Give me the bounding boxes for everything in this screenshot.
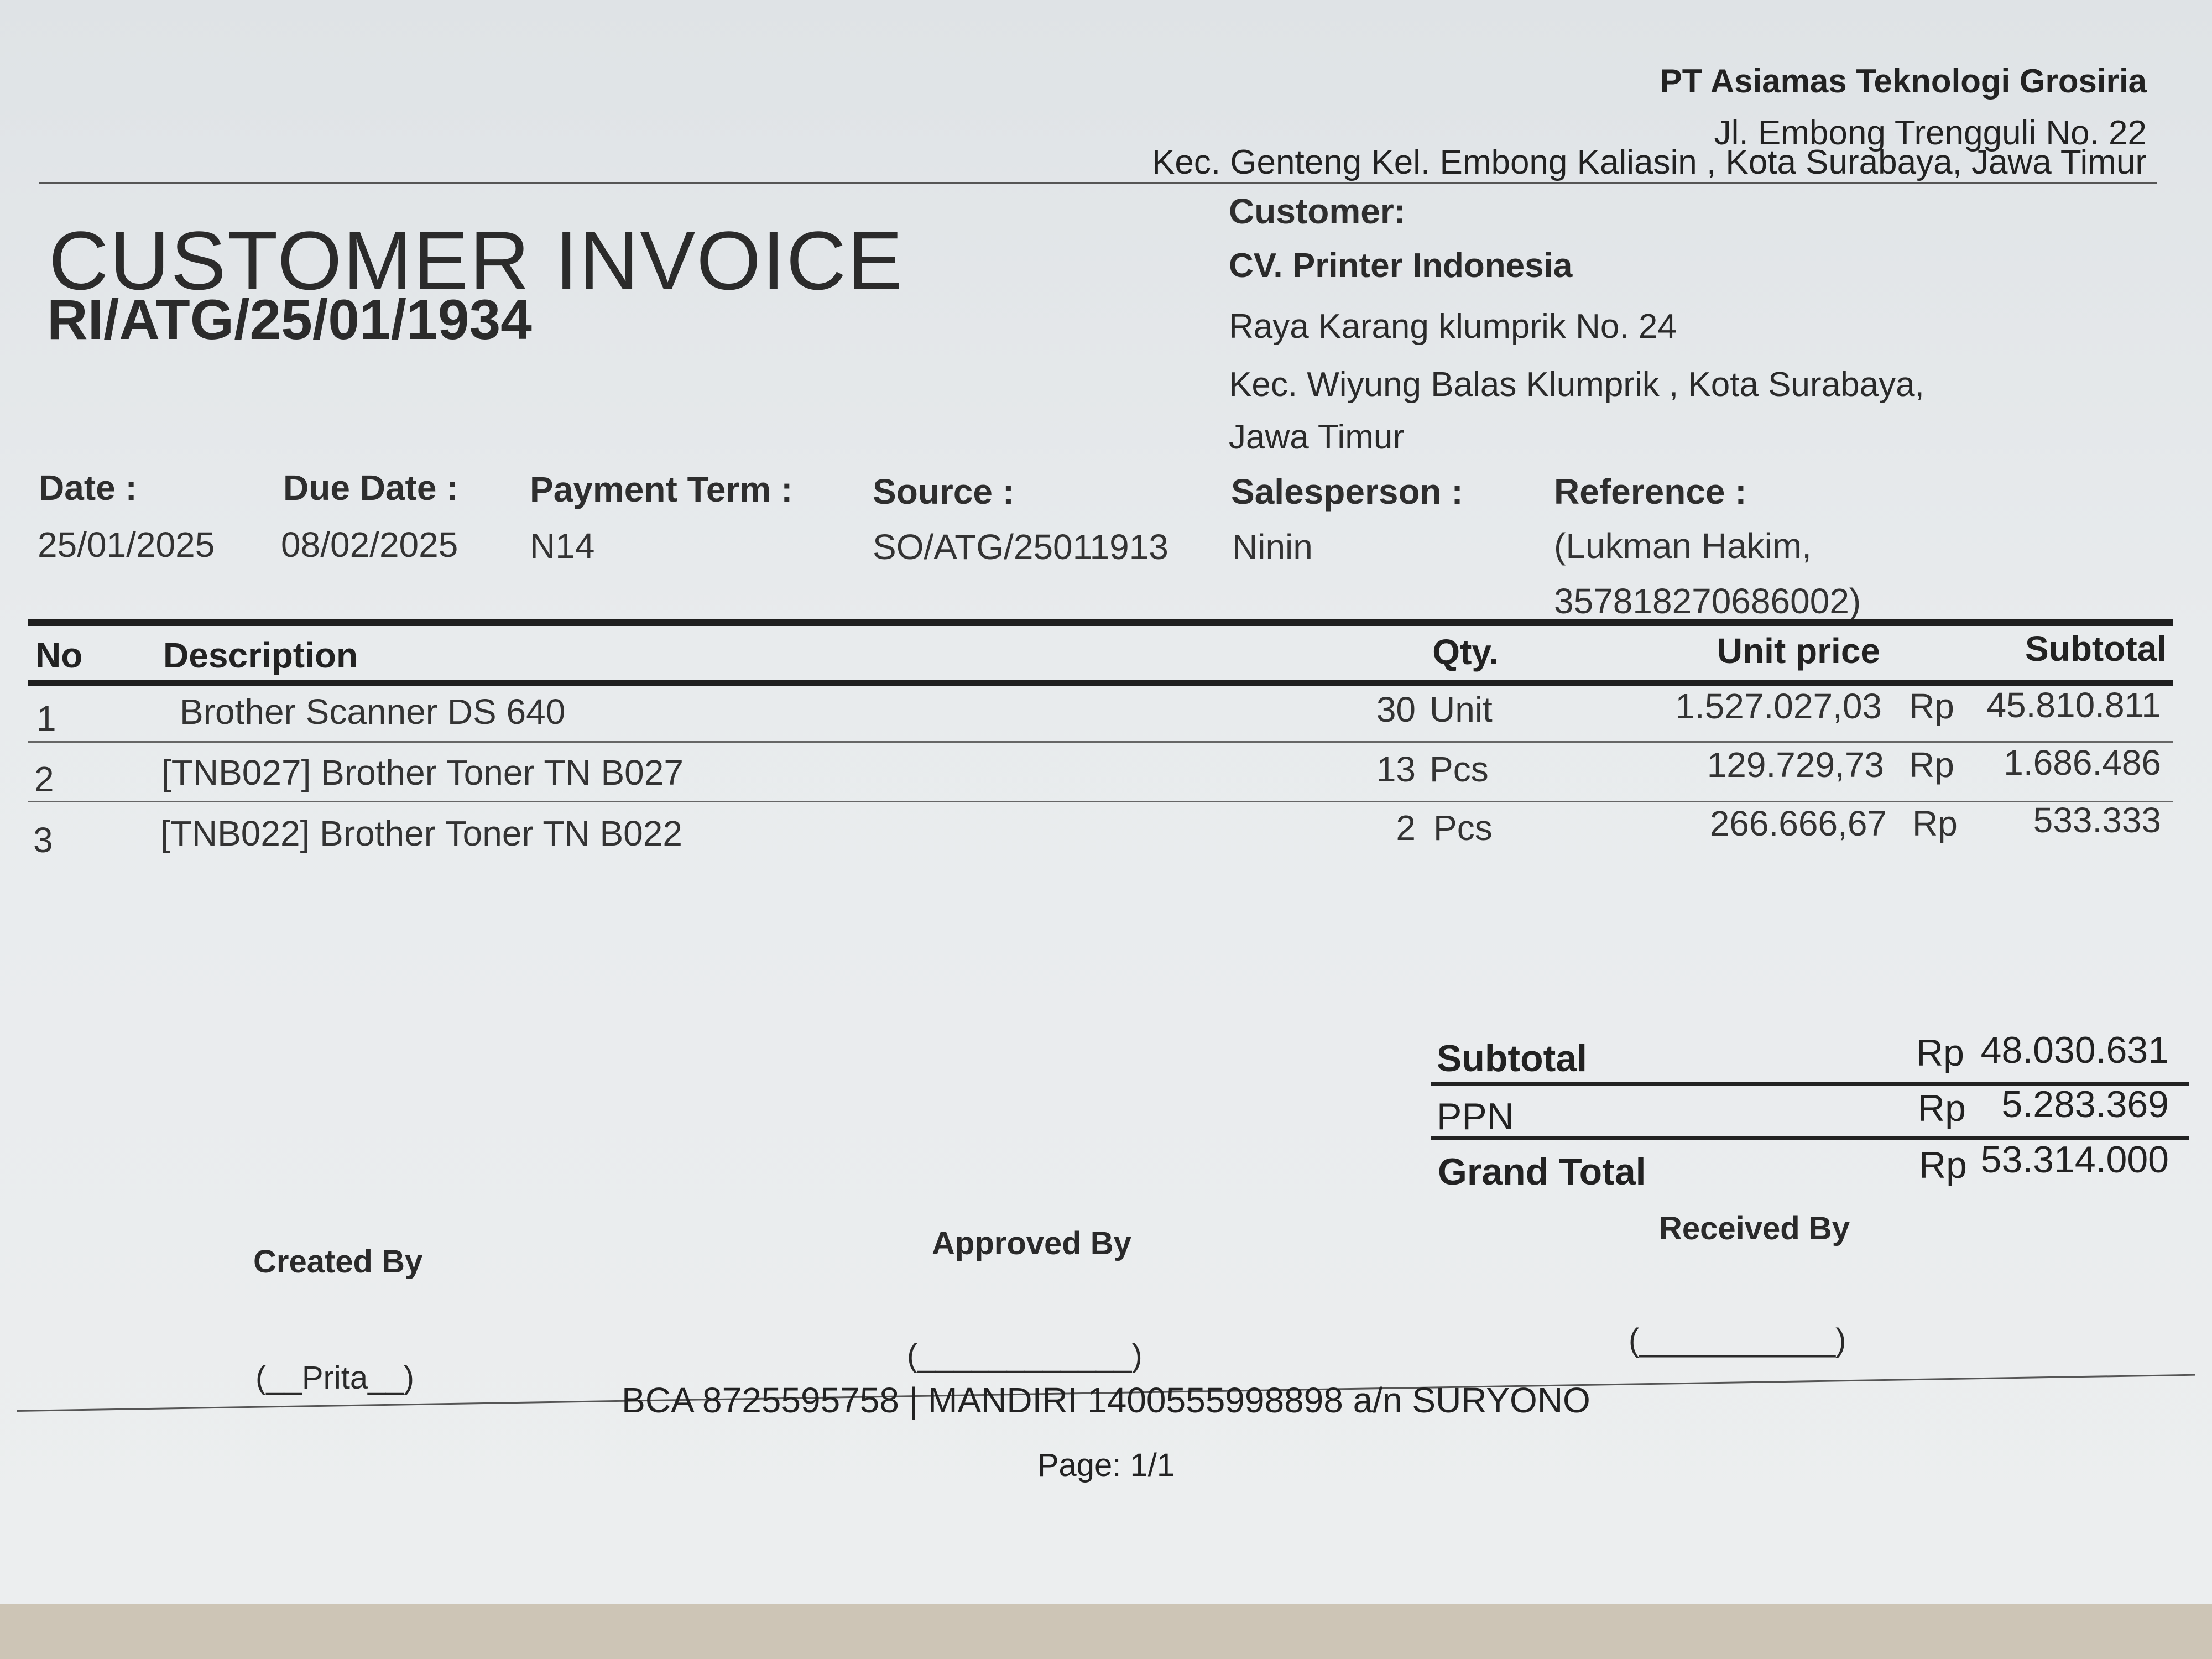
source-label: Source : [873,472,1015,512]
page-number: Page: 1/1 [1037,1447,1175,1483]
company-name: PT Asiamas Teknologi Grosiria [1660,62,2147,100]
table-surface [0,1604,2212,1659]
customer-name: CV. Printer Indonesia [1229,247,1573,285]
invoice-number: RI/ATG/25/01/1934 [47,288,532,351]
col-header-no: No [35,635,83,675]
row3-qty: 2 [1396,808,1416,848]
grand-total-label: Grand Total [1438,1151,1646,1193]
date-label: Date : [39,468,137,508]
due-date-value: 08/02/2025 [281,525,458,565]
customer-label: Customer: [1229,191,1406,231]
row1-subtotal: 45.810.811 [1986,685,2161,725]
received-by-label: Received By [1659,1211,1850,1246]
row1-uom: Unit [1430,690,1493,729]
row1-description: Brother Scanner DS 640 [180,692,566,732]
date-value: 25/01/2025 [38,525,215,565]
company-address-line1: Jl. Embong Trengguli No. 22 [1714,114,2147,152]
table-row-rule [28,801,2173,802]
customer-address-line1: Raya Karang klumprik No. 24 [1229,307,1677,346]
payment-term-value: N14 [530,526,595,566]
due-date-label: Due Date : [283,468,458,508]
customer-address-line2: Kec. Wiyung Balas Klumprik , Kota Surabaya, [1229,366,1924,404]
salesperson-label: Salesperson : [1231,472,1463,512]
row2-currency: Rp [1909,745,1954,785]
row3-currency: Rp [1912,804,1958,843]
col-header-unit-price: Unit price [1717,631,1880,671]
row2-uom: Pcs [1430,749,1489,789]
source-value: SO/ATG/25011913 [873,527,1168,567]
row1-qty: 30 [1376,690,1416,729]
col-header-description: Description [163,635,358,675]
bank-account-info: BCA 8725595758 | MANDIRI 1400555998898 a/n SURYONO [622,1380,1590,1420]
row3-uom: Pcs [1433,808,1493,848]
received-by-line: (___________) [1629,1322,1846,1358]
approved-by-line: (____________) [907,1338,1142,1374]
row3-no: 3 [33,820,53,860]
row1-unit-price: 1.527.027,03 [1675,686,1882,726]
company-address-line2: Kec. Genteng Kel. Embong Kaliasin , Kota Surabaya, Jawa Timur [1152,143,2147,181]
row2-qty: 13 [1376,749,1416,789]
approved-by-label: Approved By [932,1225,1131,1261]
ppn-value: 5.283.369 [2001,1083,2169,1125]
grand-total-value: 53.314.000 [1980,1139,2169,1181]
row3-unit-price: 266.666,67 [1709,804,1887,843]
reference-label: Reference : [1554,472,1747,512]
row2-description: [TNB027] Brother Toner TN B027 [161,753,684,792]
col-header-subtotal: Subtotal [2025,629,2167,669]
document-title: CUSTOMER INVOICE [49,214,904,307]
row2-unit-price: 129.729,73 [1707,745,1884,785]
row1-currency: Rp [1909,686,1954,726]
subtotal-label: Subtotal [1437,1037,1587,1079]
created-by-name: (__Prita__) [255,1360,414,1396]
row2-no: 2 [34,759,54,799]
subtotal-value: 48.030.631 [1980,1029,2169,1071]
table-top-rule [28,619,2173,626]
grand-total-currency: Rp [1919,1144,1967,1186]
row2-subtotal: 1.686.486 [2004,743,2161,782]
col-header-qty: Qty. [1432,632,1499,672]
row1-no: 1 [36,698,56,738]
created-by-label: Created By [253,1244,423,1280]
table-row-rule [28,741,2173,743]
row3-subtotal: 533.333 [2033,800,2161,840]
payment-term-label: Payment Term : [530,469,793,509]
header-divider [39,182,2157,184]
subtotal-currency: Rp [1916,1032,1964,1074]
table-header-rule [28,680,2173,686]
ppn-currency: Rp [1918,1087,1966,1129]
customer-address-line3: Jawa Timur [1229,418,1404,456]
reference-line1: (Lukman Hakim, [1554,526,1812,566]
reference-line2: 357818270686002) [1554,581,1861,621]
salesperson-value: Ninin [1232,527,1313,567]
row3-description: [TNB022] Brother Toner TN B022 [160,813,682,853]
ppn-label: PPN [1437,1095,1514,1138]
